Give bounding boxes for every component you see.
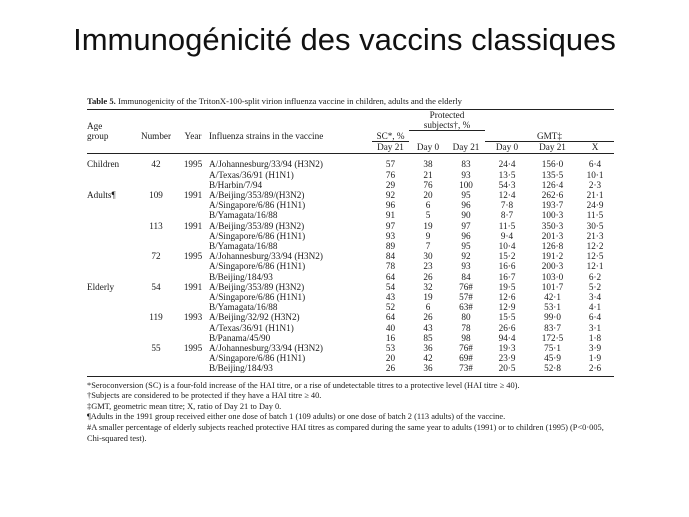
number-cell: 42 xyxy=(151,159,161,170)
age-group-cell xyxy=(87,170,135,180)
ratio-x-cell: 2·3 xyxy=(588,179,602,190)
protected-day0-cell: 23 xyxy=(423,261,433,272)
protected-day0-cell: 26 xyxy=(423,271,433,282)
protected-day21-cell: 76# xyxy=(459,281,473,292)
gmt-day0-cell: 94·4 xyxy=(498,332,516,343)
gmt-day0-cell: 12·4 xyxy=(498,189,516,200)
protected-day21-cell: 69# xyxy=(459,353,473,364)
age-group-cell xyxy=(87,312,135,322)
protected-day21-cell: 73# xyxy=(447,363,485,376)
ratio-x-cell: 24·9 xyxy=(586,200,604,211)
sc-day21-cell: 43 xyxy=(385,291,396,302)
footnote-seroconversion: *Seroconversion (SC) is a four-fold increase of the HAI titre, or a rise of undetectable titres to a protective level (HAI titre ≥ 40). xyxy=(87,380,520,390)
sc-day21-cell: 52 xyxy=(385,302,396,313)
protected-day0-cell: 38 xyxy=(423,159,433,170)
protected-day21-cell: 76# xyxy=(459,342,473,353)
table-row xyxy=(87,221,614,231)
age-group-cell xyxy=(87,353,135,363)
gmt-day0-cell: 16·6 xyxy=(498,261,516,272)
footnote-gmt: ‡GMT, geometric mean titre; X, ratio of Day 21 to Day 0. xyxy=(87,401,282,411)
sc-day21-cell: 29 xyxy=(385,179,396,190)
ratio-x-cell: 30·5 xyxy=(586,220,604,231)
protected-day0-cell: 42 xyxy=(423,353,433,364)
strain-cell: B/Panama/45/90 xyxy=(209,332,271,343)
gmt-day0-cell: 26·6 xyxy=(498,322,516,333)
header-protected-day0: Day 0 xyxy=(409,142,447,154)
gmt-day21-cell: 99·0 xyxy=(544,312,561,323)
year-cell: 1991 xyxy=(183,281,203,292)
gmt-day0-cell: 19·3 xyxy=(498,342,516,353)
protected-day0-cell: 76 xyxy=(423,179,433,190)
gmt-day21-cell: 193·7 xyxy=(541,200,564,211)
protected-day21-cell: 100 xyxy=(459,179,473,190)
sc-day21-cell: 93 xyxy=(385,230,396,241)
sc-day21-cell: 96 xyxy=(385,200,396,211)
age-group-cell xyxy=(87,231,135,241)
protected-day0-cell: 36 xyxy=(423,342,433,353)
protected-day0-cell: 36 xyxy=(409,363,447,376)
number-cell: 113 xyxy=(149,220,163,231)
number-cell xyxy=(135,272,177,282)
gmt-day21-cell: 156·0 xyxy=(541,159,564,170)
number-cell xyxy=(135,323,177,333)
ratio-x-cell: 3·9 xyxy=(588,342,602,353)
number-cell xyxy=(135,180,177,190)
age-group-cell xyxy=(87,302,135,312)
strain-cell: A/Beijing/353/89/(H3N2) xyxy=(209,189,305,200)
year-cell xyxy=(177,323,209,333)
table-row xyxy=(87,353,614,363)
year-cell xyxy=(177,302,209,312)
ratio-x-cell: 12·2 xyxy=(586,240,604,251)
number-cell: 109 xyxy=(149,189,163,200)
age-group-cell xyxy=(87,363,135,376)
year-cell xyxy=(177,353,209,363)
number-cell xyxy=(135,261,177,271)
sc-day21-cell: 91 xyxy=(385,210,396,221)
ratio-x-cell: 12·5 xyxy=(586,251,604,262)
protected-day21-cell: 93 xyxy=(461,169,471,180)
protected-day21-cell: 90 xyxy=(461,210,471,221)
table-row xyxy=(87,180,614,190)
gmt-day21-cell: 191·2 xyxy=(541,251,564,262)
year-cell: 1995 xyxy=(183,342,203,353)
year-cell: 1993 xyxy=(183,312,203,323)
footnote-protected: †Subjects are considered to be protected if they have a HAI titre ≥ 40. xyxy=(87,391,322,401)
age-group-cell xyxy=(87,241,135,251)
gmt-day21-cell: 42·1 xyxy=(544,291,561,302)
gmt-day0-cell: 9·4 xyxy=(500,230,514,241)
header-sc-day21: Day 21 xyxy=(372,142,409,154)
ratio-x-cell: 4·1 xyxy=(588,302,602,313)
table-row xyxy=(87,251,614,261)
sc-day21-cell: 16 xyxy=(385,332,396,343)
gmt-day0-cell: 12·9 xyxy=(498,302,516,313)
protected-day0-cell: 6 xyxy=(425,200,431,211)
sc-day21-cell: 76 xyxy=(385,169,396,180)
protected-day0-cell: 26 xyxy=(423,312,433,323)
caption-text: Immunogenicity of the TritonX-100-split virion influenza vaccine in children, adults and the elderly xyxy=(117,96,462,106)
sc-day21-cell: 78 xyxy=(385,261,396,272)
gmt-day21-cell: 350·3 xyxy=(541,220,564,231)
age-group-cell xyxy=(87,221,135,231)
sc-day21-cell: 64 xyxy=(385,312,396,323)
age-group-cell xyxy=(87,333,135,343)
number-cell xyxy=(135,292,177,302)
table-row xyxy=(87,210,614,220)
immunogenicity-table xyxy=(87,109,614,377)
strain-cell: A/Singapore/6/86 (H1N1) xyxy=(209,291,306,302)
table-row xyxy=(87,261,614,271)
ratio-x-cell: 3·1 xyxy=(588,322,602,333)
slide-title: Immunogénicité des vaccins classiques xyxy=(73,22,616,57)
header-sc: SC*, % xyxy=(372,131,409,142)
header-year: Year xyxy=(184,131,202,142)
table-row xyxy=(87,272,614,282)
year-cell xyxy=(177,363,209,376)
gmt-day21-cell: 172·5 xyxy=(541,332,564,343)
header-gmt: GMT‡ xyxy=(485,131,614,142)
gmt-day21-cell: 103·0 xyxy=(541,271,564,282)
sc-day21-cell: 97 xyxy=(385,220,396,231)
year-cell: 1991 xyxy=(183,189,203,200)
protected-day0-cell: 20 xyxy=(423,189,433,200)
gmt-day0-cell: 23·9 xyxy=(498,353,516,364)
ratio-x-cell: 5·2 xyxy=(588,281,602,292)
strain-cell: A/Beijing/32/92 (H3N2) xyxy=(209,312,300,323)
footnotes xyxy=(87,381,614,445)
protected-day0-cell: 19 xyxy=(423,291,433,302)
age-group-cell xyxy=(87,323,135,333)
ratio-x-cell: 6·4 xyxy=(588,312,602,323)
protected-day21-cell: 97 xyxy=(461,220,471,231)
ratio-x-cell: 6·2 xyxy=(588,271,602,282)
header-protected-day21: Day 21 xyxy=(447,142,485,154)
protected-day21-cell: 84 xyxy=(461,271,471,282)
year-cell xyxy=(177,180,209,190)
table-row xyxy=(87,282,614,292)
sc-day21-cell: 57 xyxy=(385,159,396,170)
year-cell xyxy=(177,261,209,271)
strain-cell: B/Beijing/184/93 xyxy=(209,271,273,282)
number-cell xyxy=(135,210,177,220)
protected-day21-cell: 96 xyxy=(461,200,471,211)
gmt-day21-cell: 100·3 xyxy=(541,210,564,221)
ratio-x-cell: 3·4 xyxy=(588,291,602,302)
number-cell: 119 xyxy=(149,312,163,323)
header-gmt-day0: Day 0 xyxy=(485,142,529,154)
age-group-cell xyxy=(87,251,135,261)
ratio-x-cell: 11·5 xyxy=(586,210,604,221)
gmt-day21-cell: 75·1 xyxy=(544,342,561,353)
protected-day0-cell: 19 xyxy=(423,220,433,231)
table-row xyxy=(87,312,614,322)
table-row xyxy=(87,170,614,180)
protected-day0-cell: 21 xyxy=(423,169,433,180)
gmt-day21-cell: 126·4 xyxy=(541,179,564,190)
ratio-x-cell: 1·8 xyxy=(588,332,602,343)
age-group-cell xyxy=(87,210,135,220)
footnote-elderly: #A smaller percentage of elderly subjects reached protective HAI titres as compared during the same year to adults (1991) or to children (1995) (P<0·005, Chi-squared test). xyxy=(87,422,604,443)
gmt-day0-cell: 10·4 xyxy=(498,240,516,251)
gmt-day21-cell: 53·1 xyxy=(544,302,561,313)
table-row xyxy=(87,343,614,353)
sc-day21-cell: 40 xyxy=(385,322,396,333)
protected-day0-cell: 7 xyxy=(425,240,431,251)
age-group-cell: Children xyxy=(87,159,120,170)
header-gmt-day21: Day 21 xyxy=(529,142,576,154)
table-row xyxy=(87,363,614,376)
sc-day21-cell: 20 xyxy=(385,353,396,364)
number-cell: 72 xyxy=(151,251,161,262)
strain-cell: B/Harbin/7/94 xyxy=(209,179,263,190)
gmt-day21-cell: 135·5 xyxy=(541,169,564,180)
age-group-cell xyxy=(87,180,135,190)
gmt-day21-cell: 200·3 xyxy=(541,261,564,272)
strain-cell: A/Singapore/6/86 (H1N1) xyxy=(209,200,306,211)
ratio-x-cell: 10·1 xyxy=(586,169,604,180)
protected-day21-cell: 80 xyxy=(461,312,471,323)
gmt-day21-cell: 52·8 xyxy=(529,363,576,376)
strain-cell: A/Singapore/6/86 (H1N1) xyxy=(209,261,306,272)
header-protected-line2: subjects†, % xyxy=(423,120,471,131)
age-group-cell xyxy=(87,272,135,282)
number-cell xyxy=(135,200,177,210)
gmt-day21-cell: 83·7 xyxy=(544,322,561,333)
header-ratio-x: X xyxy=(576,142,614,154)
gmt-day21-cell: 262·6 xyxy=(541,189,564,200)
sc-day21-cell: 53 xyxy=(385,342,396,353)
table-row xyxy=(87,241,614,251)
strain-cell: A/Singapore/6/86 (H1N1) xyxy=(209,230,306,241)
ratio-x-cell: 21·1 xyxy=(586,189,604,200)
ratio-x-cell: 6·4 xyxy=(588,159,602,170)
number-cell: 54 xyxy=(151,281,161,292)
protected-day21-cell: 57# xyxy=(459,291,473,302)
header-age-line1: Age xyxy=(87,110,135,131)
strain-cell: A/Beijing/353/89 (H3N2) xyxy=(209,281,305,292)
table-header xyxy=(87,110,614,154)
year-cell: 1995 xyxy=(183,251,203,262)
protected-day21-cell: 95 xyxy=(461,189,471,200)
protected-day0-cell: 32 xyxy=(423,281,433,292)
sc-day21-cell: 92 xyxy=(385,189,396,200)
protected-day0-cell: 43 xyxy=(423,322,433,333)
year-cell xyxy=(177,231,209,241)
table-row xyxy=(87,190,614,200)
ratio-x-cell: 2·6 xyxy=(576,363,614,376)
protected-day0-cell: 6 xyxy=(425,302,431,313)
protected-day21-cell: 92 xyxy=(461,251,471,262)
protected-day21-cell: 83 xyxy=(461,159,471,170)
gmt-day0-cell: 13·5 xyxy=(498,169,516,180)
caption-label: Table 5. xyxy=(87,96,116,106)
table-row xyxy=(87,200,614,210)
gmt-day0-cell: 15·5 xyxy=(498,312,516,323)
protected-day21-cell: 63# xyxy=(459,302,473,313)
year-cell xyxy=(177,292,209,302)
year-cell xyxy=(177,210,209,220)
ratio-x-cell: 1·9 xyxy=(588,353,602,364)
gmt-day21-cell: 45·9 xyxy=(544,353,561,364)
gmt-day0-cell: 19·5 xyxy=(498,281,516,292)
gmt-day0-cell: 20·5 xyxy=(485,363,529,376)
strain-cell: B/Yamagata/16/88 xyxy=(209,210,278,221)
number-cell xyxy=(135,353,177,363)
age-group-cell xyxy=(87,200,135,210)
protected-day0-cell: 5 xyxy=(425,210,431,221)
number-cell xyxy=(135,231,177,241)
year-cell: 1995 xyxy=(183,159,203,170)
protected-day21-cell: 93 xyxy=(461,261,471,272)
age-group-cell xyxy=(87,343,135,353)
ratio-x-cell: 12·1 xyxy=(586,261,604,272)
gmt-day0-cell: 12·6 xyxy=(498,291,516,302)
number-cell xyxy=(135,333,177,343)
header-age-line2: group xyxy=(87,131,109,142)
table-row xyxy=(87,302,614,312)
gmt-day0-cell: 24·4 xyxy=(498,159,516,170)
year-cell xyxy=(177,333,209,343)
age-group-cell xyxy=(87,261,135,271)
gmt-day0-cell: 11·5 xyxy=(498,220,516,231)
gmt-day0-cell: 54·3 xyxy=(498,179,516,190)
gmt-day0-cell: 15·2 xyxy=(498,251,516,262)
protected-day0-cell: 9 xyxy=(425,230,431,241)
sc-day21-cell: 89 xyxy=(385,240,396,251)
strain-cell: A/Johannesburg/33/94 (H3N2) xyxy=(209,251,323,262)
sc-day21-cell: 54 xyxy=(385,281,396,292)
sc-day21-cell: 26 xyxy=(372,363,409,376)
strain-cell: A/Texas/36/91 (H1N1) xyxy=(209,169,294,180)
protected-day21-cell: 95 xyxy=(461,240,471,251)
sc-day21-cell: 84 xyxy=(385,251,396,262)
protected-day0-cell: 30 xyxy=(423,251,433,262)
footnote-adults: ¶Adults in the 1991 group received either one dose of batch 1 (109 adults) or one dose of batch 2 (113 adults) of the vaccine. xyxy=(87,412,506,422)
table-body xyxy=(87,154,614,376)
sc-day21-cell: 64 xyxy=(385,271,396,282)
header-number: Number xyxy=(140,131,172,142)
strain-cell: A/Beijing/353/89 (H3N2) xyxy=(209,220,305,231)
table-row xyxy=(87,154,614,170)
number-cell: 55 xyxy=(151,342,161,353)
number-cell xyxy=(135,241,177,251)
number-cell xyxy=(135,302,177,312)
gmt-day0-cell: 8·7 xyxy=(500,210,514,221)
age-group-cell: Adults¶ xyxy=(87,189,116,200)
protected-day21-cell: 78 xyxy=(461,322,471,333)
gmt-day21-cell: 201·3 xyxy=(541,230,564,241)
ratio-x-cell: 21·3 xyxy=(586,230,604,241)
age-group-cell xyxy=(87,292,135,302)
year-cell xyxy=(177,272,209,282)
age-group-cell: Elderly xyxy=(87,281,115,292)
year-cell: 1991 xyxy=(183,220,203,231)
table-document xyxy=(87,96,614,444)
protected-day0-cell: 85 xyxy=(423,332,433,343)
strain-cell: A/Johannesburg/33/94 (H3N2) xyxy=(209,159,323,170)
strain-cell: A/Johannesburg/33/94 (H3N2) xyxy=(209,342,323,353)
year-cell xyxy=(177,200,209,210)
gmt-day21-cell: 101·7 xyxy=(541,281,564,292)
protected-day21-cell: 98 xyxy=(461,332,471,343)
strain-cell: B/Yamagata/16/88 xyxy=(209,302,278,313)
table-row xyxy=(87,333,614,343)
table-row xyxy=(87,323,614,333)
strain-cell: A/Singapore/6/86 (H1N1) xyxy=(209,353,306,364)
header-strains: Influenza strains in the vaccine xyxy=(209,131,324,142)
year-cell xyxy=(177,170,209,180)
gmt-day0-cell: 7·8 xyxy=(500,200,514,211)
table-caption xyxy=(87,96,614,106)
strain-cell: B/Beijing/184/93 xyxy=(209,363,372,376)
table-row xyxy=(87,231,614,241)
gmt-day21-cell: 126·8 xyxy=(541,240,564,251)
number-cell xyxy=(135,170,177,180)
strain-cell: B/Yamagata/16/88 xyxy=(209,240,278,251)
year-cell xyxy=(177,241,209,251)
number-cell xyxy=(135,363,177,376)
header-protected-line1: Protected xyxy=(429,110,465,120)
table-row xyxy=(87,292,614,302)
protected-day21-cell: 96 xyxy=(461,230,471,241)
strain-cell: A/Texas/36/91 (H1N1) xyxy=(209,322,294,333)
gmt-day0-cell: 16·7 xyxy=(498,271,516,282)
